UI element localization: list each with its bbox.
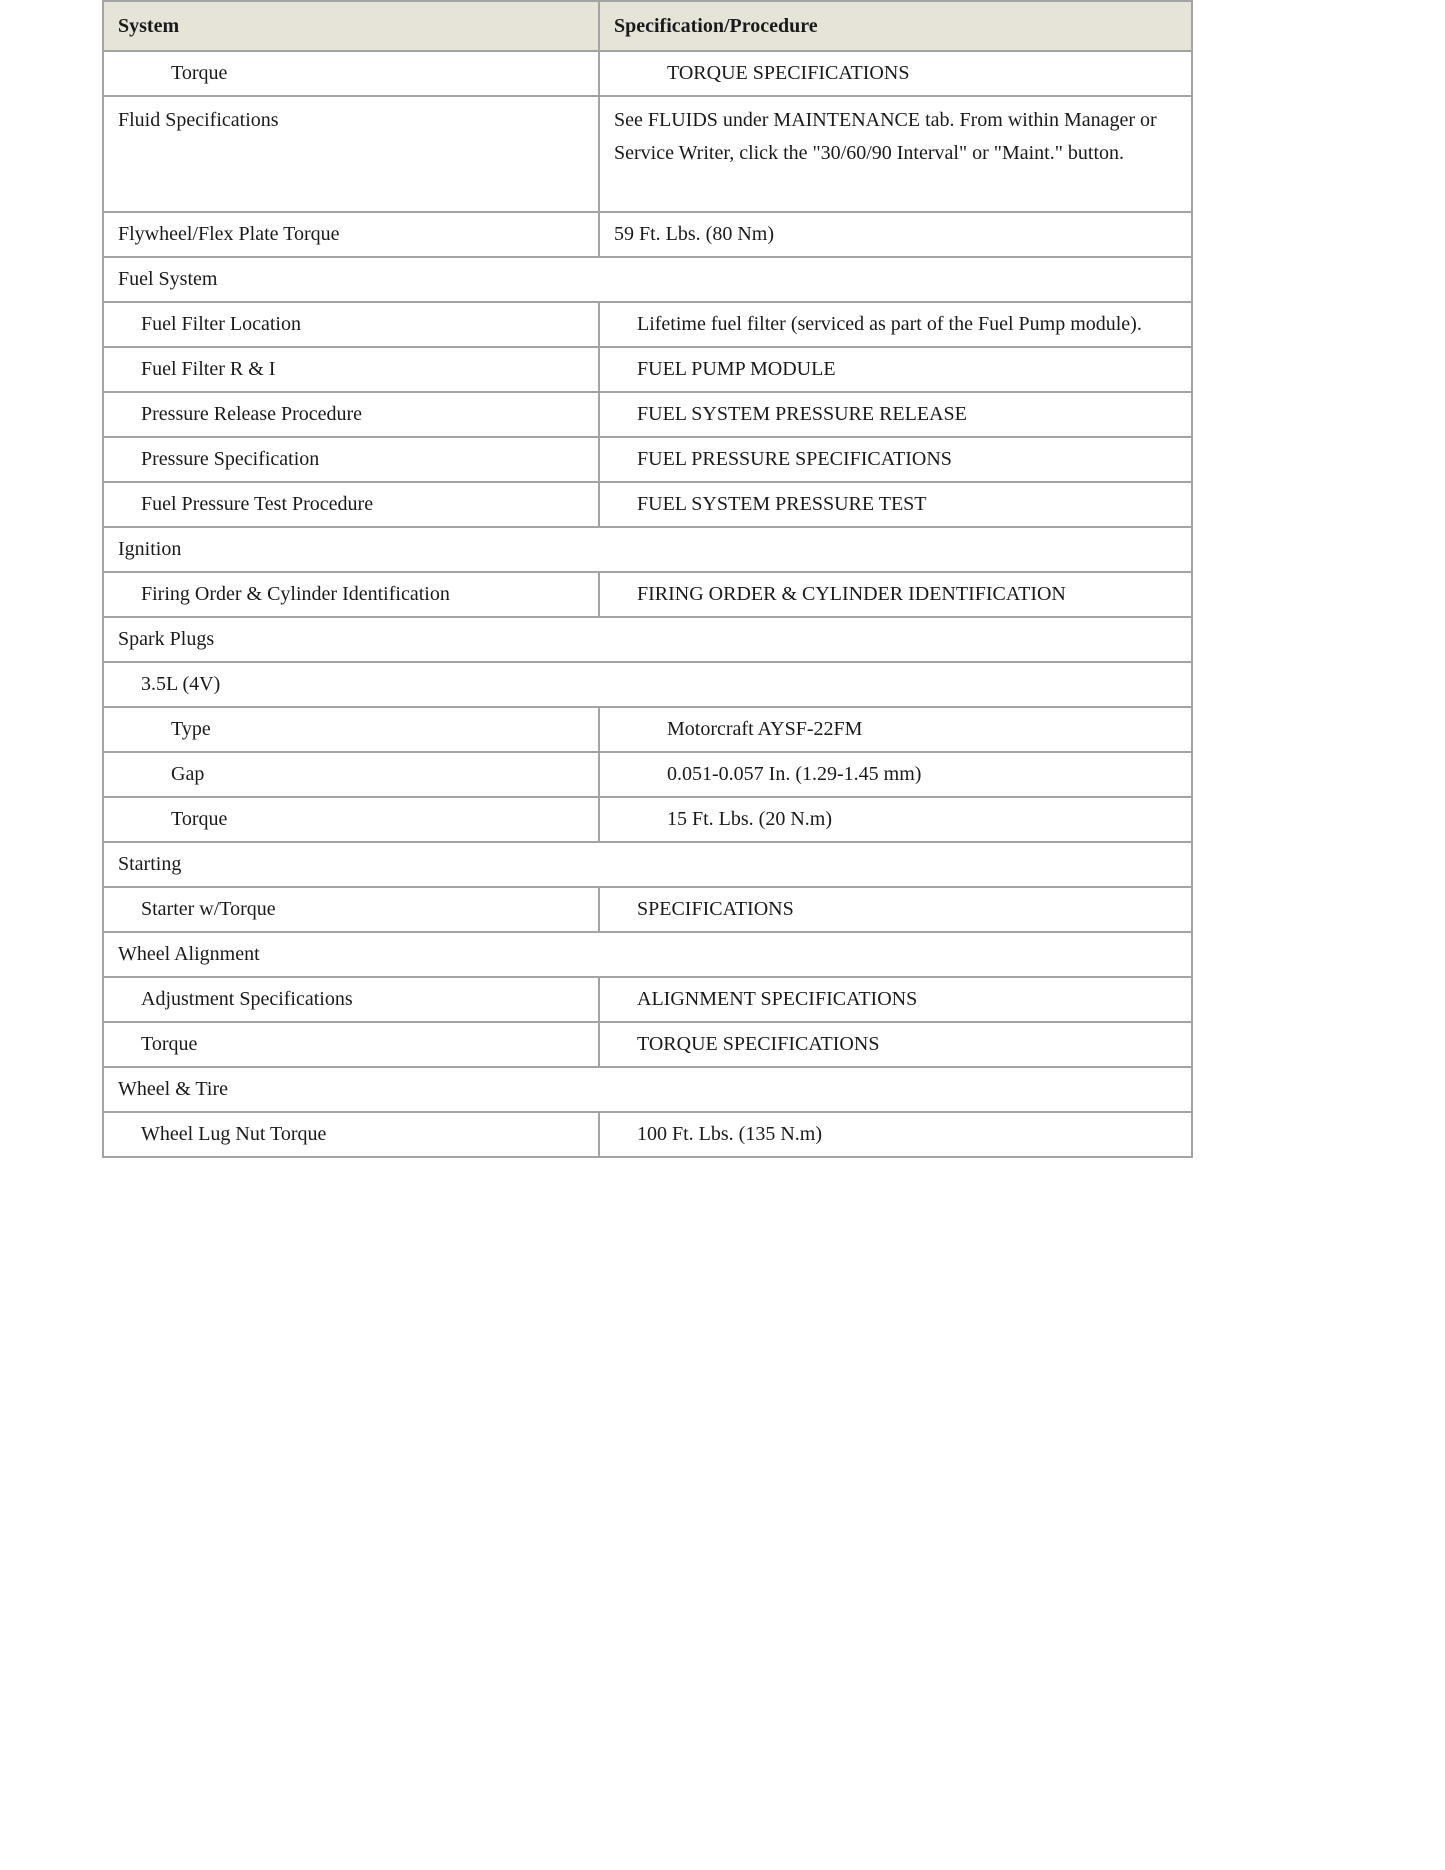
table-row (103, 572, 1192, 617)
spec-table (102, 0, 1193, 1158)
table-row (103, 392, 1192, 437)
system-cell: Type (103, 707, 599, 752)
system-cell: Fuel Filter Location (103, 302, 599, 347)
section-heading: Spark Plugs (103, 617, 1192, 662)
table-row (103, 51, 1192, 96)
section-row (103, 842, 1192, 887)
spec-cell: Motorcraft AYSF-22FM (599, 707, 1192, 752)
table-header (103, 1, 1192, 51)
table-row (103, 1112, 1192, 1157)
section-row (103, 932, 1192, 977)
table-row (103, 707, 1192, 752)
table-row (103, 797, 1192, 842)
section-heading: Fuel System (103, 257, 1192, 302)
spec-link[interactable]: FUEL SYSTEM PRESSURE RELEASE (599, 392, 1192, 437)
table-row (103, 302, 1192, 347)
system-cell: Starter w/Torque (103, 887, 599, 932)
spec-link[interactable]: FUEL SYSTEM PRESSURE TEST (599, 482, 1192, 527)
table-row (103, 96, 1192, 212)
section-row (103, 527, 1192, 572)
spec-link[interactable]: ALIGNMENT SPECIFICATIONS (599, 977, 1192, 1022)
system-cell: Torque (103, 1022, 599, 1067)
spec-link[interactable]: TORQUE SPECIFICATIONS (599, 1022, 1192, 1067)
system-cell: Wheel Lug Nut Torque (103, 1112, 599, 1157)
system-cell: Torque (103, 797, 599, 842)
subsection-heading: 3.5L (4V) (103, 662, 1192, 707)
subsection-row (103, 662, 1192, 707)
spec-cell: 15 Ft. Lbs. (20 N.m) (599, 797, 1192, 842)
system-cell: Pressure Specification (103, 437, 599, 482)
table-row (103, 887, 1192, 932)
spec-link[interactable]: FUEL PRESSURE SPECIFICATIONS (599, 437, 1192, 482)
section-heading: Starting (103, 842, 1192, 887)
header-system: System (103, 1, 599, 51)
table-row (103, 752, 1192, 797)
system-cell: Fluid Specifications (103, 96, 599, 212)
system-cell: Gap (103, 752, 599, 797)
spec-cell: 59 Ft. Lbs. (80 Nm) (599, 212, 1192, 257)
table-row (103, 437, 1192, 482)
spec-cell: 100 Ft. Lbs. (135 N.m) (599, 1112, 1192, 1157)
system-cell: Pressure Release Procedure (103, 392, 599, 437)
section-heading: Wheel Alignment (103, 932, 1192, 977)
header-specification: Specification/Procedure (599, 1, 1192, 51)
section-row (103, 1067, 1192, 1112)
table-row (103, 482, 1192, 527)
header-row (103, 1, 1192, 51)
spec-cell: 0.051-0.057 In. (1.29-1.45 mm) (599, 752, 1192, 797)
system-cell: Torque (103, 51, 599, 96)
table-row (103, 212, 1192, 257)
system-cell: Fuel Filter R & I (103, 347, 599, 392)
system-cell: Fuel Pressure Test Procedure (103, 482, 599, 527)
spec-link[interactable]: TORQUE SPECIFICATIONS (599, 51, 1192, 96)
spec-link[interactable]: SPECIFICATIONS (599, 887, 1192, 932)
section-row (103, 257, 1192, 302)
table-row (103, 347, 1192, 392)
table-row (103, 977, 1192, 1022)
section-heading: Ignition (103, 527, 1192, 572)
spec-cell: Lifetime fuel filter (serviced as part of the Fuel Pump module). (599, 302, 1192, 347)
spec-cell: See FLUIDS under MAINTENANCE tab. From within Manager or Service Writer, click the "30/60/90 Interval" or "Maint." button. (599, 96, 1192, 212)
section-row (103, 617, 1192, 662)
table-row (103, 1022, 1192, 1067)
system-cell: Flywheel/Flex Plate Torque (103, 212, 599, 257)
system-cell: Firing Order & Cylinder Identification (103, 572, 599, 617)
system-cell: Adjustment Specifications (103, 977, 599, 1022)
spec-link[interactable]: FIRING ORDER & CYLINDER IDENTIFICATION (599, 572, 1192, 617)
spec-link[interactable]: FUEL PUMP MODULE (599, 347, 1192, 392)
table-body (103, 51, 1192, 1157)
section-heading: Wheel & Tire (103, 1067, 1192, 1112)
